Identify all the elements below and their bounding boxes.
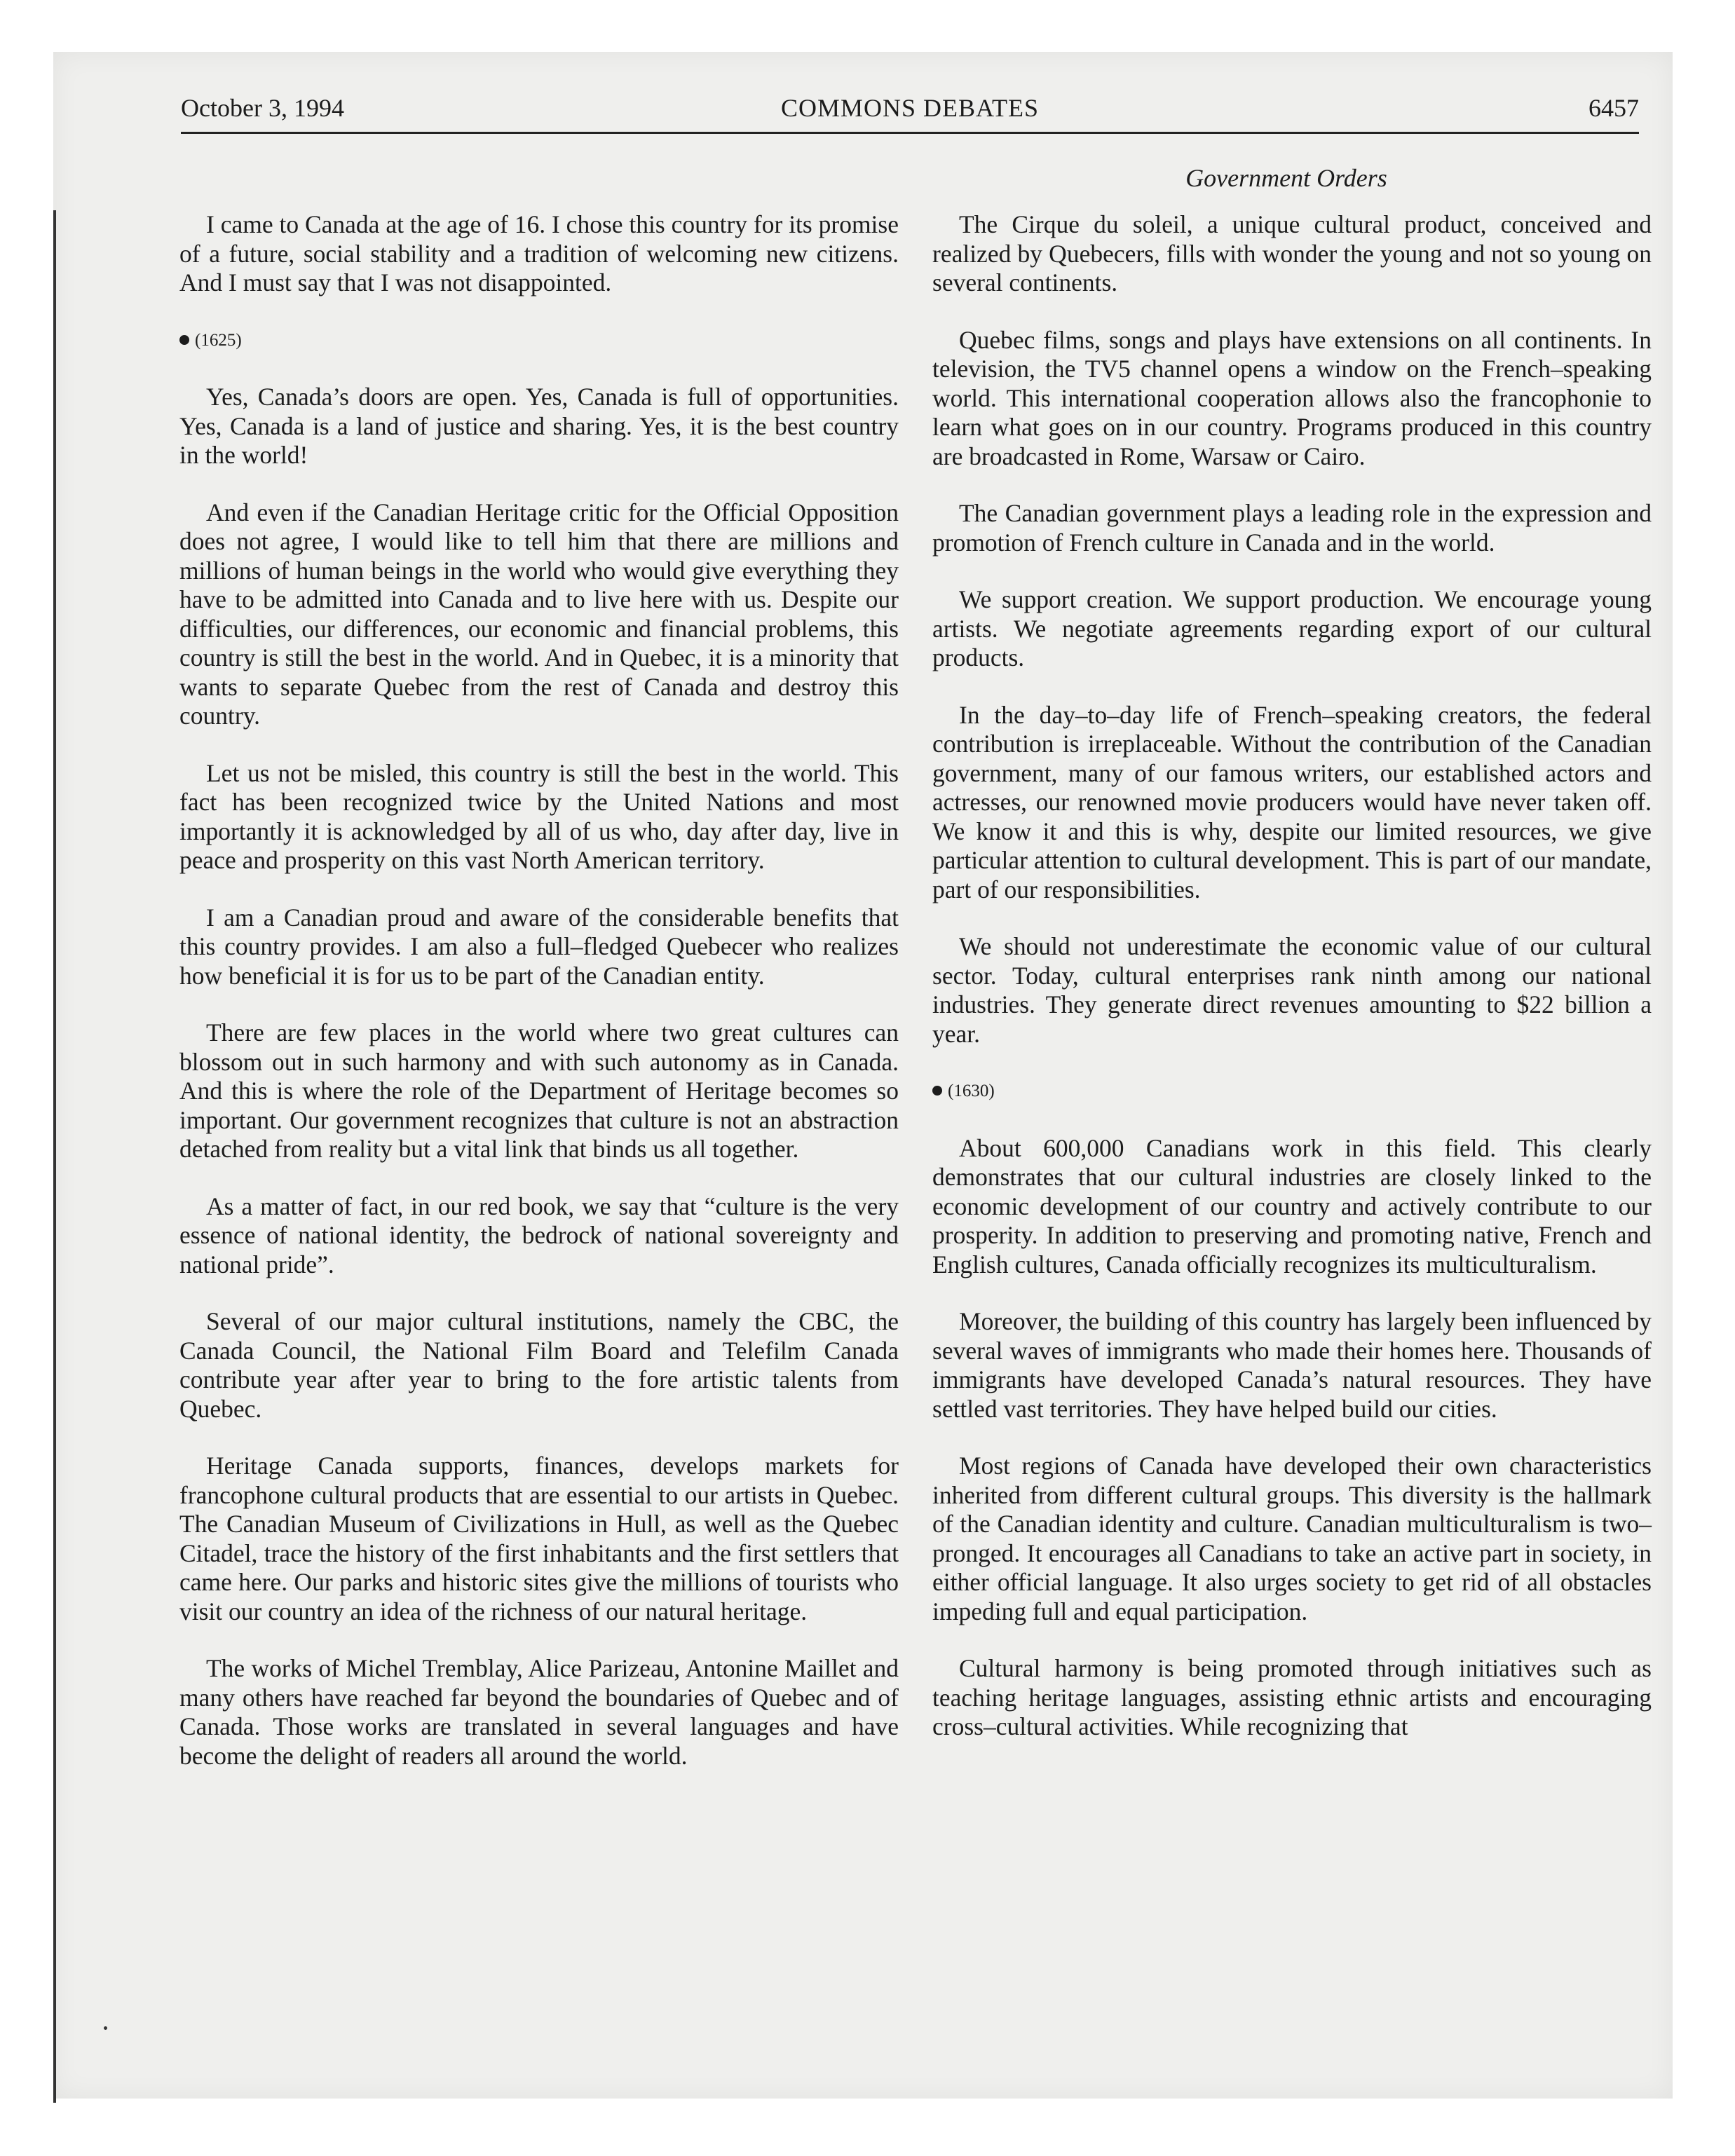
- bullet-icon: [179, 335, 189, 345]
- paragraph: Most regions of Canada have developed their own characteristics inherited from different cultural groups. This diversity is the hallmark of the Canadian identity and culture. Canadian multiculturalism is two–pronged. It encourages all Canadians to take an active part in society, in either official language. It also urges society to get rid of all obstacles impeding full and equal participation.: [932, 1452, 1652, 1625]
- paragraph: There are few places in the world where two great cultures can blossom out in such harmony and with such autonomy as in Canada. And this is where the role of the Department of Heritage becomes so important. Our government recognizes that culture is not an abstraction detached from reality but a vital link that binds us all together.: [179, 1018, 899, 1163]
- bullet-icon: [932, 1086, 942, 1096]
- paragraph: Heritage Canada supports, finances, develops markets for francophone cultural products that are essential to our artists in Quebec. The Canadian Museum of Civilizations in Hull, as well as the Quebec Citadel, trace the history of the first inhabitants and the first settlers that came here. Our parks and historic sites give the millions of tourists who visit our country an idea of the richness of our natural heritage.: [179, 1452, 899, 1625]
- header-rule: [181, 132, 1639, 134]
- time-marker: [932, 1077, 1652, 1106]
- paragraph: Moreover, the building of this country has largely been influenced by several waves of immigrants who made their homes here. Thousands of immigrants have developed Canada’s natural resources. They have settled vast territories. They have helped build our cities.: [932, 1307, 1652, 1423]
- paragraph: Quebec films, songs and plays have extensions on all continents. In television, the TV5 channel opens a window on the French–speaking world. This international cooperation allows also the francophonie to learn what goes on in our country. Programs produced in this country are broadcasted in Rome, Warsaw or Cairo.: [932, 325, 1652, 470]
- paragraph: The Cirque du soleil, a unique cultural product, conceived and realized by Quebecers, fills with wonder the young and not so young on several continents.: [932, 210, 1652, 296]
- header-page-number: 6457: [1588, 94, 1639, 122]
- left-column: [179, 210, 899, 1799]
- paragraph: In the day–to–day life of French–speaking creators, the federal contribution is irreplaceable. Without the contribution of the Canadian government, many of our famous writers, our established actors and actresses, our renowned movie producers would have never taken off. We know it and this is why, despite our limited resources, we give particular attention to cultural development. This is part of our mandate, part of our responsibilities.: [932, 700, 1652, 903]
- header-journal-title: COMMONS DEBATES: [780, 94, 1040, 122]
- paragraph: And even if the Canadian Heritage critic for the Official Opposition does not agree, I would like to tell him that there are millions and millions of human beings in the world who would give everything they have to be admitted into Canada and to live here with us. Despite our difficulties, our differences, our economic and financial problems, this country is still the best in the world. And in Quebec, it is a minority that wants to separate Quebec from the rest of Canada and destroy this country.: [179, 498, 899, 730]
- paragraph: Let us not be misled, this country is still the best in the world. This fact has been recognized twice by the United Nations and most importantly it is acknowledged by all of us who, day after day, live in peace and prosperity on this vast North American territory.: [179, 758, 899, 874]
- time-marker-label: (1630): [948, 1082, 995, 1100]
- paragraph: We should not underestimate the economic value of our cultural sector. Today, cultural enterprises rank ninth among our national industries. They generate direct revenues amounting to $22 billion a year.: [932, 932, 1652, 1048]
- time-marker-label: (1625): [195, 330, 242, 350]
- paragraph: As a matter of fact, in our red book, we say that “culture is the very essence of national identity, the bedrock of national sovereignty and national pride”.: [179, 1192, 899, 1278]
- paragraph: The works of Michel Tremblay, Alice Parizeau, Antonine Maillet and many others have reached far beyond the boundaries of Quebec and of Canada. Those works are translated in several languages and have become the delight of readers all around the world.: [179, 1654, 899, 1770]
- paragraph: Several of our major cultural institutions, namely the CBC, the Canada Council, the National Film Board and Telefilm Canada contribute year after year to bring to the fore artistic talents from Quebec.: [179, 1307, 899, 1423]
- paragraph: I am a Canadian proud and aware of the considerable benefits that this country provides. I am also a full–fledged Quebecer who realizes how beneficial it is for us to be part of the Canadian entity.: [179, 903, 899, 990]
- header-date: October 3, 1994: [181, 94, 344, 122]
- time-marker: [179, 326, 899, 355]
- paragraph: Yes, Canada’s doors are open. Yes, Canada is full of opportunities. Yes, Canada is a land of justice and sharing. Yes, it is the best country in the world!: [179, 383, 899, 469]
- scan-speck: [104, 2026, 107, 2030]
- paragraph: About 600,000 Canadians work in this field. This clearly demonstrates that our cultural industries are closely linked to the economic development of our country and actively contribute to our prosperity. In addition to preserving and promoting native, French and English cultures, Canada officially recognizes its multiculturalism.: [932, 1133, 1652, 1278]
- paragraph: I came to Canada at the age of 16. I chose this country for its promise of a future, social stability and a tradition of welcoming new citizens. And I must say that I was not disappointed.: [179, 210, 899, 296]
- right-column: [932, 210, 1652, 1770]
- scan-edge: [53, 210, 56, 2103]
- paragraph: The Canadian government plays a leading role in the expression and promotion of French culture in Canada and in the world.: [932, 499, 1652, 557]
- section-title: Government Orders: [1185, 164, 1387, 192]
- paragraph: Cultural harmony is being promoted through initiatives such as teaching heritage languages, assisting ethnic artists and encouraging cross–cultural activities. While recognizing that: [932, 1654, 1652, 1740]
- page-header: [181, 87, 1639, 136]
- paragraph: We support creation. We support production. We encourage young artists. We negotiate agreements regarding export of our cultural products.: [932, 585, 1652, 671]
